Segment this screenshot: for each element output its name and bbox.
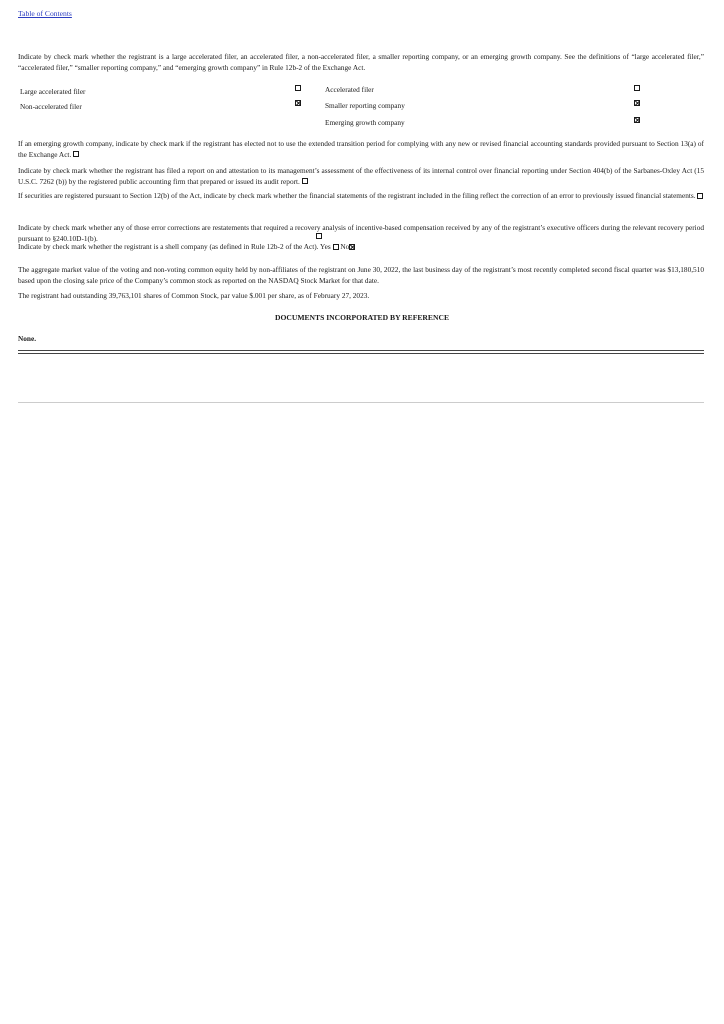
filer-status-intro: Indicate by check mark whether the registrant is a large accelerated filer, an accelerated filer, a non-accelerated filer, a smaller reporting company, or an emerging growth company. See the definitions of “large accelerated filer,” “accelerated filer,” “smaller reporting company,” and “emerging growth company” in Rule 12b-2 of the Exchange Act. <box>18 52 704 72</box>
shell-company-paragraph <box>18 242 704 253</box>
shell-no-checkbox[interactable] <box>349 244 355 250</box>
table-of-contents-link[interactable]: Table of Contents <box>18 9 72 18</box>
section-12b-text: If securities are registered pursuant to Section 12(b) of the Act, indicate by check mark whether the financial statements of the registrant included in the filing reflect the correction of an error to previously issued financial statements. <box>18 191 696 200</box>
attestation-text: Indicate by check mark whether the registrant has filed a report on and attestation to its management’s assessment of the effectiveness of its internal control over financial reporting under Section 404(b) of the Sarbanes-Oxley Act (15 U.S.C. 7262 (b)) by the registered public accounting firm that prepared or issued its audit report. <box>18 166 704 186</box>
attestation-paragraph <box>18 166 704 187</box>
shares-outstanding-paragraph: The registrant had outstanding 39,763,101 shares of Common Stock, par value $.001 per share, as of February 27, 2023. <box>18 291 370 300</box>
recovery-analysis-checkbox[interactable] <box>316 233 322 239</box>
recovery-analysis-text: Indicate by check mark whether any of those error corrections are restatements that required a recovery analysis of incentive-based compensation received by any of the registrant’s executive officers during the relevant recovery period pursuant to §240.10D-1(b). <box>18 223 704 243</box>
smaller-reporting-company-label: Smaller reporting company <box>325 101 405 110</box>
emerging-growth-transition-checkbox[interactable] <box>73 151 79 157</box>
documents-incorporated-heading: DOCUMENTS INCORPORATED BY REFERENCE <box>274 313 450 322</box>
section-12b-paragraph <box>18 191 704 202</box>
large-accelerated-filer-checkbox[interactable] <box>295 85 301 91</box>
emerging-growth-company-label: Emerging growth company <box>325 118 405 127</box>
emerging-growth-transition-paragraph <box>18 139 704 160</box>
section-divider <box>18 350 704 351</box>
accelerated-filer-checkbox[interactable] <box>634 85 640 91</box>
shell-yes-checkbox[interactable] <box>333 244 339 250</box>
section-divider-double <box>18 353 704 354</box>
shell-company-text: Indicate by check mark whether the registrant is a shell company (as defined in Rule 12b-2 of the Act). Yes <box>18 242 331 251</box>
shell-no-label: No <box>340 242 350 251</box>
emerging-growth-transition-text: If an emerging growth company, indicate by check mark if the registrant has elected not to use the extended transition period for complying with any new or revised financial accounting standards provided pursuant to Section 13(a) of the Exchange Act. <box>18 139 704 159</box>
market-value-paragraph: The aggregate market value of the voting and non-voting common equity held by non-affiliates of the registrant on June 30, 2022, the last business day of the registrant’s most recently completed second fiscal quarter was $13,180,510 based upon the closing sale price of the Company’s common stock as reported on the NASDAQ Stock Market for that date. <box>18 265 704 285</box>
emerging-growth-company-checkbox[interactable] <box>634 117 640 123</box>
accelerated-filer-label: Accelerated filer <box>325 85 374 94</box>
recovery-analysis-paragraph <box>18 223 704 244</box>
documents-none-text: None. <box>18 334 37 343</box>
smaller-reporting-company-checkbox[interactable] <box>634 100 640 106</box>
non-accelerated-filer-label: Non-accelerated filer <box>20 102 82 111</box>
attestation-checkbox[interactable] <box>302 178 308 184</box>
large-accelerated-filer-label: Large accelerated filer <box>20 87 86 96</box>
section-12b-checkbox[interactable] <box>697 193 703 199</box>
page-break-line <box>18 402 704 403</box>
non-accelerated-filer-checkbox[interactable] <box>295 100 301 106</box>
